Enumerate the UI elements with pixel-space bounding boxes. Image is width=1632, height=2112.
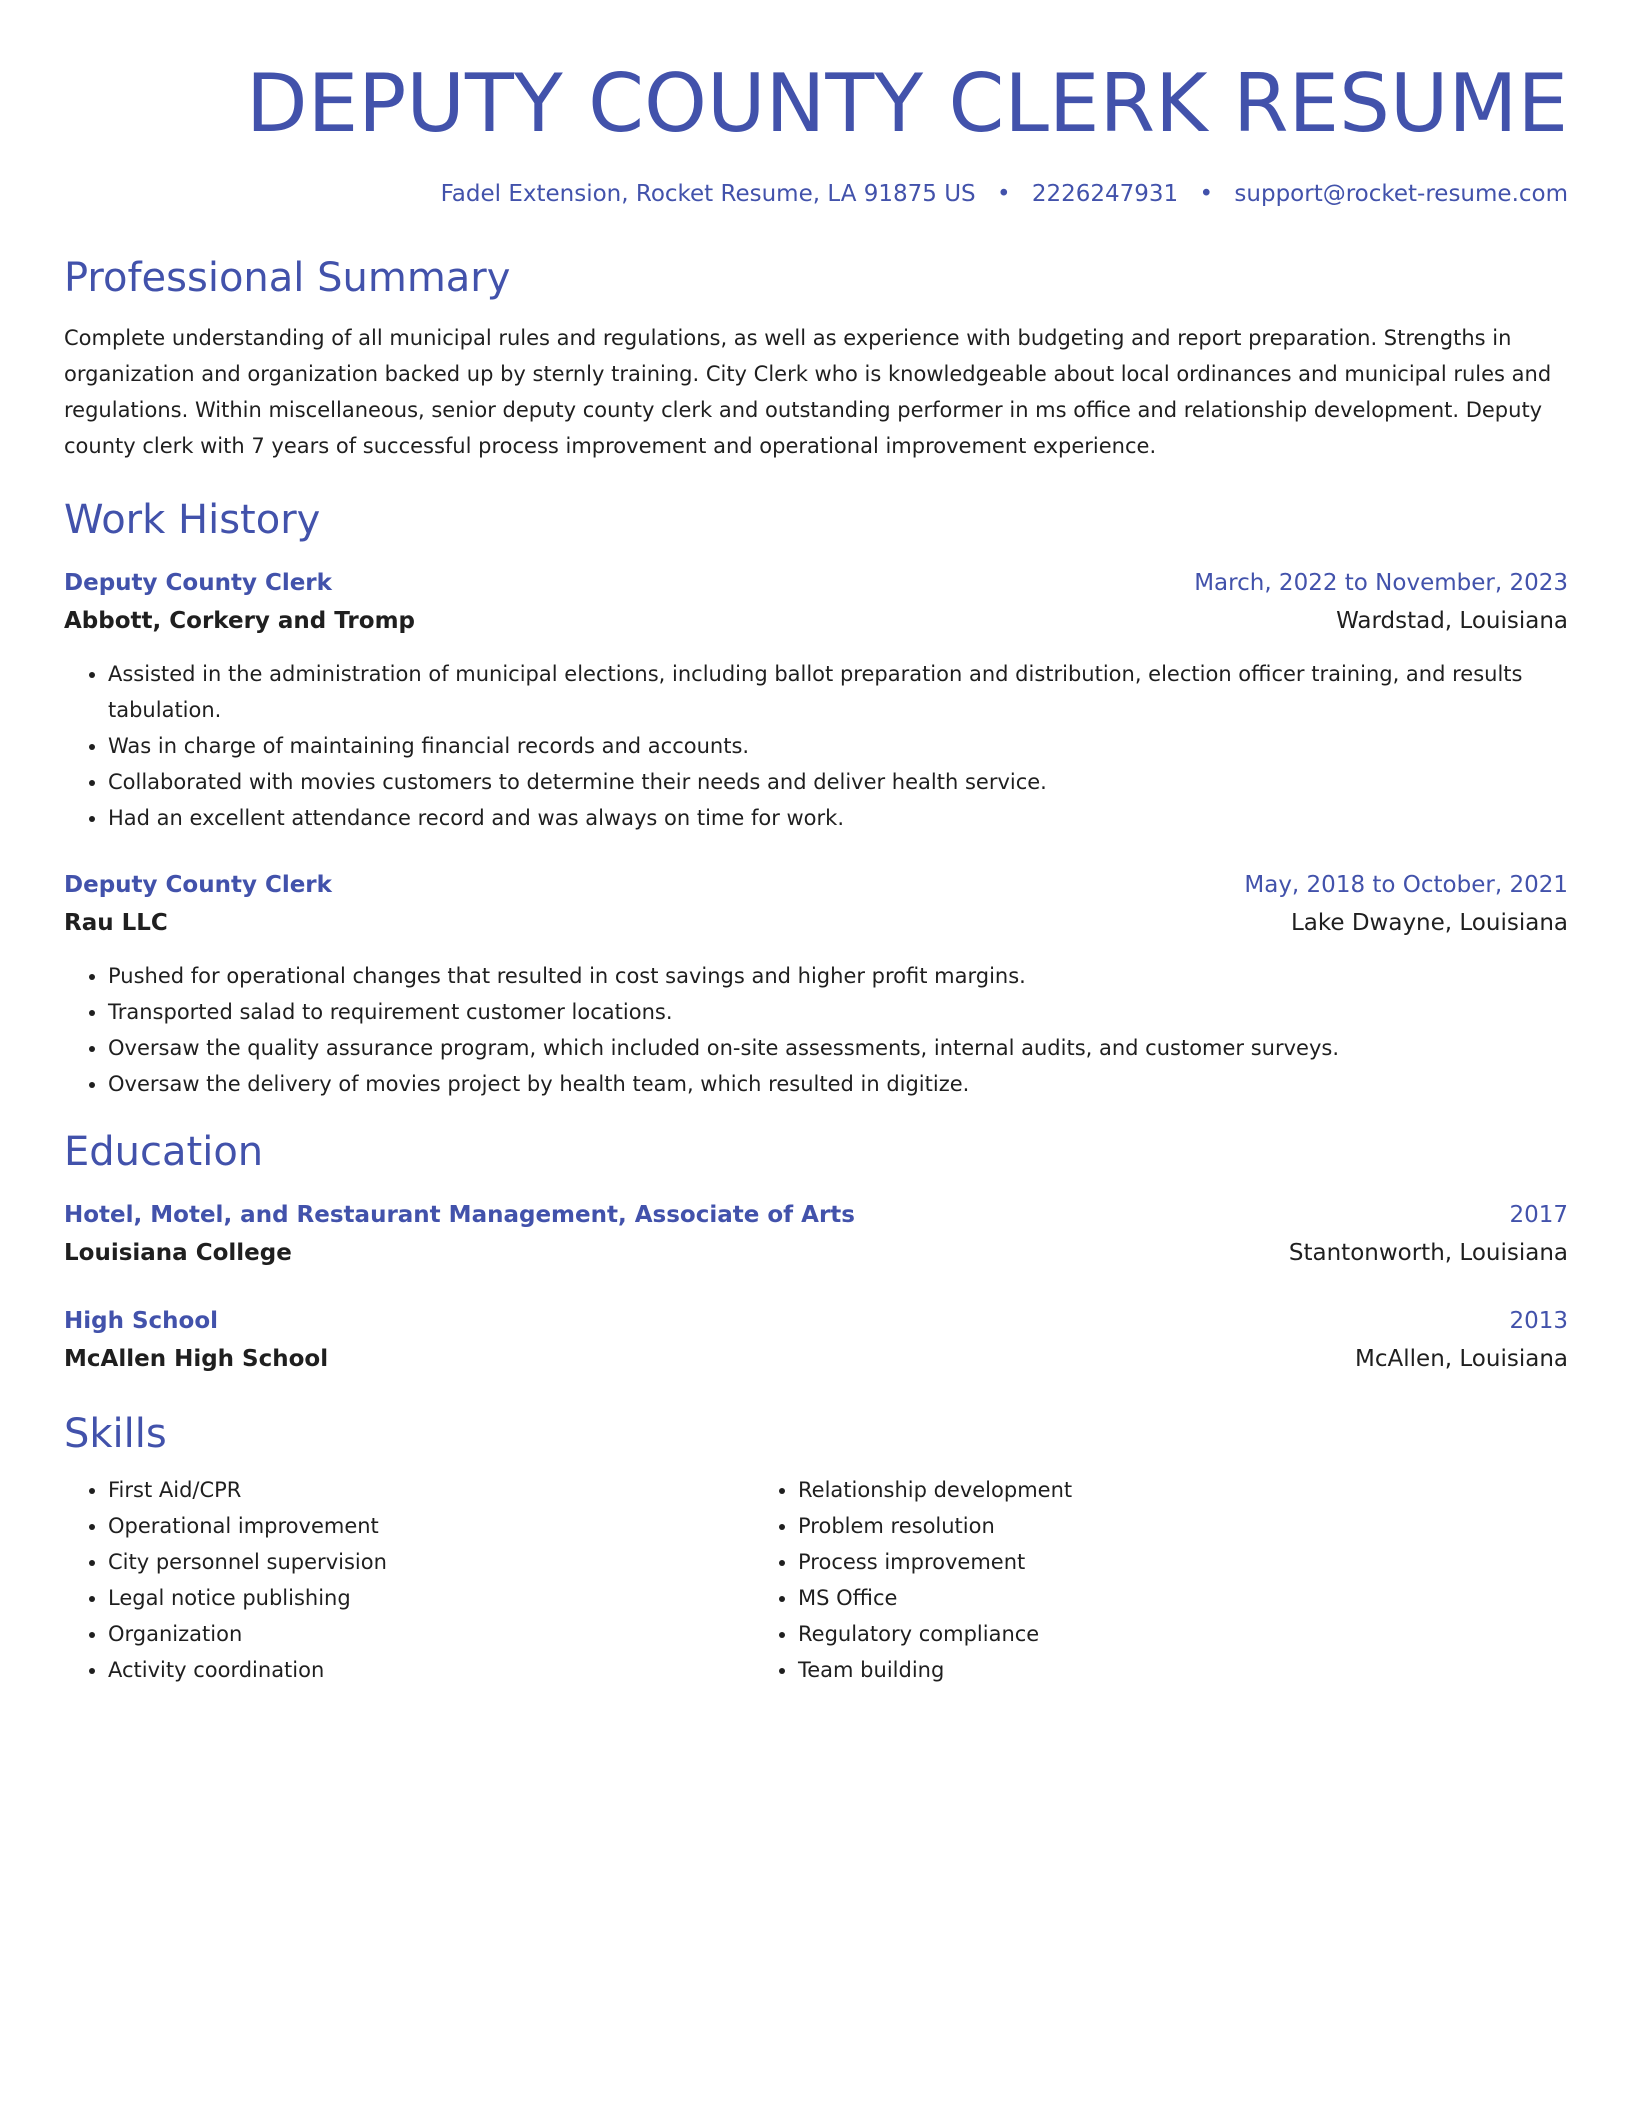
education-location: Stantonworth, Louisiana [1288,1240,1568,1266]
skill-item: • Problem resolution [798,1508,1454,1544]
education-header-row [64,1196,1568,1234]
skills-columns [64,1472,1568,1688]
education-year: 2017 [1509,1202,1568,1228]
education-degree: High School [64,1308,219,1334]
job-bullet: • Oversaw the quality assurance program, which included on-site assessments, internal audits, and customer surveys. [108,1030,1568,1066]
job-company-row [64,904,1568,942]
education-degree: Hotel, Motel, and Restaurant Management, Associate of Arts [64,1202,855,1228]
skill-item: • First Aid/CPR [108,1472,754,1508]
job-company: Rau LLC [64,910,168,936]
skill-item: • Organization [108,1616,754,1652]
education-school-row [64,1340,1568,1378]
job-location: Lake Dwayne, Louisiana [1290,910,1568,936]
job-bullet: • Transported salad to requirement customer locations. [108,994,1568,1030]
education-school: McAllen High School [64,1346,329,1372]
job-title: Deputy County Clerk [64,570,332,596]
education-location: McAllen, Louisiana [1355,1346,1568,1372]
education-year: 2013 [1509,1308,1568,1334]
education-entry [64,1196,1568,1272]
skill-item: • City personnel supervision [108,1544,754,1580]
job-location: Wardstad, Louisiana [1336,608,1568,634]
contact-separator: • [1199,181,1214,207]
skill-item: • MS Office [798,1580,1454,1616]
skill-item: • Relationship development [798,1472,1454,1508]
skill-item: • Legal notice publishing [108,1580,754,1616]
job-entry [64,866,1568,1102]
skill-item: • Team building [798,1652,1454,1688]
education-school: Louisiana College [64,1240,292,1266]
education-school-row [64,1234,1568,1272]
contact-separator: • [996,181,1011,207]
section-title-skills: Skills [64,1411,167,1457]
job-header-row [64,564,1568,602]
contact-phone: 2226247931 [1031,181,1179,207]
contact-line [64,176,1568,212]
section-title-summary: Professional Summary [64,255,511,301]
job-header-row [64,866,1568,904]
skill-item: • Process improvement [798,1544,1454,1580]
skills-list-right [754,1472,1454,1688]
job-bullet: • Pushed for operational changes that resulted in cost savings and higher profit margins. [108,958,1568,994]
job-entry [64,564,1568,836]
education-header-row [64,1302,1568,1340]
contact-email: support@rocket-resume.com [1234,181,1568,207]
skill-item: • Operational improvement [108,1508,754,1544]
job-bullet: • Was in charge of maintaining financial records and accounts. [108,728,1568,764]
skill-item: • Regulatory compliance [798,1616,1454,1652]
contact-address: Fadel Extension, Rocket Resume, LA 91875 US [440,181,976,207]
section-title-work-history: Work History [64,497,321,543]
job-dates: May, 2018 to October, 2021 [1244,872,1568,898]
job-bullet: • Oversaw the delivery of movies project by health team, which resulted in digitize. [108,1066,1568,1102]
job-bullet: • Collaborated with movies customers to determine their needs and deliver health service. [108,764,1568,800]
job-company: Abbott, Corkery and Tromp [64,608,416,634]
job-bullets [64,656,1568,836]
job-dates: March, 2022 to November, 2023 [1194,570,1568,596]
job-bullets [64,958,1568,1102]
job-company-row [64,602,1568,640]
education-entry [64,1302,1568,1378]
job-bullet: • Assisted in the administration of municipal elections, including ballot preparation and distribution, election officer training, and results tabulation. [108,656,1568,728]
job-bullet: • Had an excellent attendance record and was always on time for work. [108,800,1568,836]
summary-text: Complete understanding of all municipal rules and regulations, as well as experience with budgeting and report preparation. Strengths in organization and organization backed up by sternly training. City Clerk who is knowledgeable about local ordinances and municipal rules and regulations. Within miscellaneous, senior deputy county clerk and outstanding performer in ms office and relationship development. Deputy county clerk with 7 years of successful process improvement and operational improvement experience. [64,326,1552,458]
skills-list-left [64,1472,754,1688]
job-title: Deputy County Clerk [64,872,332,898]
section-title-education: Education [64,1129,264,1175]
resume-title: DEPUTY COUNTY CLERK RESUME [246,57,1568,150]
skill-item: • Activity coordination [108,1652,754,1688]
